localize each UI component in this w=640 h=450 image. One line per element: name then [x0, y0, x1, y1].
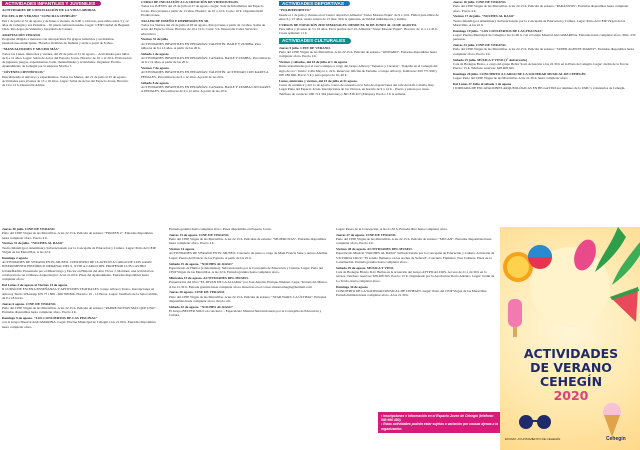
- event-title: CURSOS DE NATACIÓN 2020 SEMANALES. DESDE EL 30 DE JUNIO AL 14 DE AGOSTO.: [279, 22, 418, 27]
- event-entry: [2, 33, 132, 46]
- event-entry: [336, 247, 496, 264]
- event-details: Lugar: Patio del CEIP Virgen de las Maravillas. A las 21.30 h. hasta completar aforo.: [453, 76, 569, 81]
- event-details: Patio del CEIP Virgen de las Maravillas. A las 22.15 h. Película de estreno: "MULAN". Entradas disponibles hasta completar aforo. Precio 4 €.: [336, 237, 492, 246]
- event-title: "MANUALIDADES Y MUCHO MÁS": [2, 47, 60, 52]
- cehegin-logo: Cehegín: [606, 436, 626, 442]
- event-title: Viernes 14 agosto: [169, 247, 195, 252]
- culture-heading: ACTIVIDADES CULTURALES: [279, 38, 351, 43]
- event-entry: [2, 256, 160, 282]
- event-entry: [169, 227, 329, 231]
- event-entry: [279, 79, 442, 96]
- palm-leaf-icon: [595, 227, 626, 272]
- event-title: Jueves 30 julio. CINE DE VERANO.: [2, 227, 56, 231]
- event-details: Todos los Viernes del 24 de julio al 28 de agosto. Para jóvenes a partir de 14 años. Salón de actos del Espacio Joven. Horario: de 10 a 12 h. Coste: 5 €. Desarrolla Cabra Servicios educativos.: [141, 22, 266, 36]
- event-title: Domingo 19 julio. "LOS CONCIERTOS DE LAS PISCINAS": [453, 28, 544, 33]
- event-details: CONCIERTO DE LA SOCIEDAD MUSICAL DE CEHEGÍN. Lugar: Patio del CEIP Virgen de las Maravillas. Entrada limitada hasta completar aforo. A las 21.30 h.: [336, 288, 488, 298]
- event-entry: [453, 43, 637, 56]
- sunglasses-icon: [519, 415, 533, 429]
- event-title: Domingo 30 de agosto: [336, 284, 368, 289]
- event-title: Viernes 31 de julio. "NOCHES AL RASO": [2, 241, 65, 246]
- event-title: Sábado 29 de agosto. MÚSICA Y VINO.: [336, 265, 395, 270]
- event-entry: [279, 46, 442, 59]
- event-title: Sábado 1 de agosto: [141, 51, 169, 56]
- info-note: [378, 412, 502, 433]
- event-details: Patio del CEIP Virgen de las Maravillas. A las 22.15 h. Películas de estreno: "MUJERCITAS". Entradas disponibles hasta completar aforo. Precio 4 €.: [169, 237, 327, 246]
- event-title: Jueves 9 julio. CINE DE VERANO.: [279, 45, 331, 50]
- event-title: Jueves 16 julio. CINE DE VERANO.: [453, 0, 507, 4]
- event-details: Lugar: Piscina Municipal de Cehegín a las 21.00 h. con el Grupo Musical AGUAMARINA. Entradas hasta completar aforo. Máx. 250 personas.: [453, 33, 636, 42]
- event-entry: [141, 52, 271, 65]
- event-entry: [2, 14, 132, 31]
- info-note-line-2: • Estas actividades podrán estar sujetas a variación por causas ajenas a la organización.: [381, 422, 498, 431]
- event-title: "JÓVENES CIENTÍFICOS": [2, 70, 45, 75]
- event-entry: [453, 58, 637, 71]
- event-title: ADAPTACIÓN VERANO: [2, 32, 41, 37]
- event-entry: [453, 29, 637, 42]
- july-events-column: [453, 0, 637, 223]
- event-title: Domingo 9 de agosto. "LOS CONCIERTOS DE LAS PISCINAS": [2, 316, 98, 321]
- event-details: con el Grupo Musical AGUAMARINA. Lugar: Piscina Municipal de Cehegín a las 21.00 h. Entradas disponibles hasta completar aforo.: [2, 320, 156, 329]
- event-details: ACTIVIDADES INFANTILES EN PEDANÍAS: VALENTÍN. BAILE Y ZUMBA. Para niños/as de 6 a 12 años. A partir de las 20 h.: [141, 41, 261, 50]
- august-events-list-1: [2, 227, 160, 329]
- event-details: ACTIVIDADES DE VERANO EN EL MUSEO. Concierto de piano a cargo de Maní Francis Sanz y Arturo Abellán. Lugar: Puerta del Palacio de los Fajardo. A partir de las 22 h.: [169, 251, 328, 260]
- event-title: TALLER DE DISEÑO E IMPRESIÓN EN 3D.: [141, 18, 210, 23]
- event-title: Sábado 8 de agosto: [141, 80, 169, 85]
- event-title: Jueves 6 agosto. CINE DE VERANO.: [2, 301, 57, 306]
- event-details: Rutas teatralizadas por el casco antiguo a cargo del Grupo Alboroy "Tajuelos y Carretas". Tragedia en el Cehegín del siglo de oro". Inicio: Calle Mayor 1, 22 h. Reservas: Oficina de Turismo o Grupo Alboroy. Teléfonos: 659 771 999 y 605 186 666. Precio 5 € y para grupos de 10, 40 €.: [279, 64, 438, 77]
- august-events-column-1: [2, 227, 160, 450]
- kids-activities-heading: ACTIVIDADES INFANTILES Y JUVENILES: [2, 1, 101, 6]
- event-title: "POLIDEPORTIVO": [279, 8, 312, 13]
- event-details: Lugar: Paseo de la Concepción. A las 21.30 h. Entrada libre hasta completar aforo.: [336, 227, 448, 231]
- event-title: Viernes 7 de agosto: [141, 66, 169, 71]
- event-entry: [279, 60, 442, 77]
- sports-heading: ACTIVIDADES DEPORTIVAS: [279, 1, 350, 6]
- event-entry: [279, 8, 442, 21]
- event-details: ACTIVIDADES DE VERANO EN EL MUSEO. CONCIERTO DE CLAVECÍN A CARGO DE LUIS GRAN INSTRUMENTO HISTÓRICO ORIGINAL DEL S. XVIII A CARGO DEL PROFESOR LUIS CASTRO GUARDADO. Presentado por el Musicólogo y Doctor en Historia del Arte Víctor J. Martínez, una actividad en colaboración con el Museo Arqueológico. A las 21.00 h. Plaza del Ayuntamiento. Entradas disponibles hasta completar aforo.: [2, 260, 154, 282]
- event-details: Curso de cerámica y del 11 de agosto. Curso de acuarela en la Sala de exposiciones del café del Alfi. Cabella. Rey. Lugar Patio del Espacio Joven. Inscripciones de los Viveros, en horario de 9 a 14 h. - Precio y plazas por curso. Teléfono de contacto: 660 712 394 (Antonio) y 861 818 427 (Enrique). Precio: 3 € la semana.: [279, 82, 435, 96]
- event-title: Jueves 23 julio. CINE DE VERANO.: [453, 43, 507, 48]
- event-entry: [169, 233, 329, 246]
- popsicle-icon: [508, 299, 522, 327]
- event-entry: [2, 283, 160, 300]
- kids-activities-list: [2, 8, 132, 87]
- august-events-column-3: [336, 227, 496, 409]
- event-details: Teatro Infantil (por determinar). Subvencionado por la Concejalía de Educación y Cultura. Lugar: Patio del CEIP Virgen de las Maravillas. A las 22 h.: [2, 245, 156, 254]
- event-details: I JORNADA DE EXCAVACIONES ARQUEOLÓGICAS EN BE-GASTRI por alumnos de la UMU y voluntarios de Cehegín.: [453, 86, 626, 91]
- event-details: Patio del CEIP Virgen de las Maravillas. A las 22.15 h. Película de estreno: "FROZEN 2". Entradas disponibles hasta completar aforo. Precio 4 €.: [2, 231, 153, 240]
- event-details: Para niños y jóvenes de 3 a 16 años. En la piscina de C.D. Almarial "Javier Moreno Espín". Horario: de 11 a 11.45 h. Cuota semanal: 11 €.: [279, 27, 438, 36]
- event-entry: [2, 302, 160, 315]
- event-entry: [2, 227, 160, 240]
- cover-year: 2020: [553, 388, 589, 403]
- event-entry: [169, 276, 329, 289]
- event-details: Todos los JUEVES del 23 de julio al 27 de agosto. Lugar: Sala de Informática del Espacio Joven. Para jóvenes a partir de 13 años. Horario: de 10 a 12 h. Coste: 10 €. Organiza Indil Producciones.: [141, 4, 264, 17]
- event-entry: [141, 66, 271, 79]
- event-entry: [453, 72, 637, 81]
- event-details: Espectáculo Musical "NOCHES AL RASO" Subvencionado por la Concejalía de Educación y Cultura. Actuación de VICTORIA CRUZ: "El sonido flamenco en las noches de Sefarad". Concierto Flamenco Tres Culturas. Plaza de la Constitución. Entrada gratuita hasta completar aforo.: [336, 251, 495, 265]
- info-note-line-1: • Inscripciones e información en el Espacio Joven de Cehegín (teléfono: 968 950 430).: [381, 414, 494, 423]
- sports-list: [279, 8, 442, 35]
- kids-activities-column: [2, 0, 132, 223]
- top-half: [0, 0, 640, 223]
- event-entry: [336, 233, 496, 246]
- event-title: Viernes 28 de agosto. ACTIVIDADES DEL MUSEO.: [336, 247, 413, 252]
- event-details: ACTIVIDADES INFANTILES EN PEDANÍAS: VALENTÍN. ACTIVIDAD CON KARTS A PEDALES. Para niños/as de 6 a 12 años. A partir de las 20 h.: [141, 70, 269, 79]
- event-title: Del Lunes 27 Julio al sábado 1 de agosto: [453, 82, 512, 87]
- event-entry: [141, 19, 271, 36]
- event-entry: [141, 37, 271, 50]
- event-title: Sábado 25 julio. MÚSICA Y VINO (1º Aniversario): [453, 57, 528, 62]
- event-entry: [279, 23, 442, 36]
- event-title: Del Lunes 3 de agosto al Viernes 14 de agosto: [2, 283, 68, 288]
- event-details: Cata de Bodegas Bravo, a cargo del grupo Bellor Soul. Actuación a las 22.30 h en la Plaza de Cehegín. Lugar: Jardín de la Tercia. Precio: 15 €. Teléfono reservas: 628 408 565.: [453, 61, 629, 71]
- event-entry: [2, 241, 160, 254]
- event-title: Viernes 17 de julio. "NOCHES AL RASO": [453, 14, 516, 19]
- town-hall-credit: EXCMO. AYUNTAMIENTO DE CEHEGÍN: [505, 437, 561, 441]
- event-entry: [453, 82, 637, 91]
- event-entry: [141, 81, 271, 94]
- workshops-column: [141, 0, 271, 223]
- event-details: Patio del CEIP Virgen de las Maravillas. A las 22.15 h. Película de estreno: "STAR WARS. LA ÚLTIMA". Entradas disponibles hasta completar aforo. Precio 4 €.: [169, 294, 327, 303]
- event-entry: [453, 0, 637, 13]
- event-title: Domingo 2 agosto: [2, 255, 28, 260]
- event-details: Patio del CEIP Virgen de las Maravillas. A las 22.15 h. Película de estreno: "SUPER AGENTE MAKEY". Entradas disponibles hasta completar aforo. Precio 4 €.: [453, 47, 634, 56]
- event-details: Desde el 1 de julio y viernes en el Centro deportivo Almarial "Javier Moreno Espín" de 9 a 14 h. Fútbol para niños de entre 6 y 15 años, cuatro turnos de 15 días: 30 € la quincena. Actividad multideporte y zumba.: [279, 12, 439, 21]
- event-details: ACTIVIDADES INFANTILES EN PEDANÍAS: CANARA. BAILE Y ZUMBA. Para niños/as de 6 a 12 años. A partir de las 20 h.: [141, 56, 271, 65]
- event-entry: [453, 14, 637, 27]
- event-title: ACTIVIDADES DE CONCILIACIÓN DE LA VIDA LABORAL: [2, 8, 97, 13]
- cover-title: [510, 347, 632, 403]
- event-entry: [169, 290, 329, 303]
- event-details: Entrada gratuita hasta completar aforo. Pases disponibles en Espacio Joven.: [169, 227, 272, 231]
- event-entry: [169, 305, 329, 318]
- august-events-list-2: [169, 227, 329, 318]
- event-details: Patio del CEIP Virgen de las Maravillas. A las 22.15 h. Película de estreno: "PADRE NO HAY MÁS QUE UNO". Entradas disponibles hasta completar aforo. Precio 4 €.: [2, 306, 157, 315]
- august-events-column-2: [169, 227, 329, 450]
- event-details: El Grupo BELTER SOUL en concierto. - Espectáculo Musical Subvencionado por la Concejalía de Educación y Cultura.: [169, 309, 322, 318]
- event-title: Sábado 22 de agosto. "NOCHES AL RASO": [169, 304, 234, 309]
- event-entry: [2, 70, 132, 87]
- event-entry: [336, 285, 496, 298]
- july-events-list: [453, 0, 637, 91]
- cover-title-line-3: CEHEGÍN: [539, 374, 603, 389]
- event-title: Lunes, miércoles y viernes, del 15 de julio al 31 agosto.: [279, 78, 358, 83]
- event-entry: [336, 266, 496, 283]
- event-details: ACTIVIDADES INFANTILES EN PEDANÍAS: CANARA. BAILE Y ZUMBA CON KARTS A PEDALES. Para niños/as de 6 a 12 años. A partir de las 20 h.: [141, 84, 271, 94]
- event-entry: [336, 227, 496, 231]
- cover-title-line-2: DE VERANO: [530, 360, 612, 375]
- sports-culture-column: [279, 0, 442, 223]
- event-title: Jueves 27 de agosto. CINE DE VERANO.: [336, 232, 397, 237]
- event-entry: [169, 247, 329, 260]
- event-title: Viernes y sábados, del 10 de julio al 1 de agosto: [279, 59, 348, 64]
- culture-list: [279, 46, 442, 96]
- event-details: Cata de Bodegas Bravío D.O. Bullas en la actuación del Grupo ATYPICAL DOS. Acceso de 21 a 22.30 h en la terraza. Teléfono reservas: 628 408 565. Precio: 15 €. Organizado por la Asociación Tierra Adentro. Lugar: Jardín de La Tercia, hasta completar aforo.: [336, 270, 495, 283]
- event-details: Descubriendo el universo y experimentos. Todos los Martes, del 21 de julio al 25 de agosto. Actividades para jóvenes de 13 a 16 años. Lugar: Salón de Actos del Espacio Joven. Horario: de 10 a 12 h. Desarrolla Admor.: [2, 74, 129, 88]
- event-entry: [141, 0, 271, 17]
- event-details: Presentación del libro "EL DIVAN DE LA ALJAMA" por José Antonio Enrique Jiménez. Lugar: Terraza del Museo. A las 21.30 h. Entrada gratuita hasta completar aforo. Reservas en el correo museocehegin@hotmail.com: [169, 280, 328, 289]
- event-title: Viernes 31 de julio: [141, 37, 168, 42]
- workshops-list: [141, 0, 271, 93]
- event-title: Jueves 13 de agosto. CINE DE VERANO.: [169, 232, 230, 237]
- event-details: Patio del CEIP Virgen de las Maravillas. A las 22.15 h. Película de estreno: "ONWARD". Entradas disponibles hasta completar aforo. Precio 4 €.: [279, 49, 437, 59]
- event-entry: [169, 262, 329, 275]
- event-entry: [2, 8, 132, 12]
- event-entry: [2, 47, 132, 68]
- event-details: Del 1 de julio al 31 de agosto y de lunes a viernes, de 9.00 a 14 horas, para niños entre 3 y 12 años de Cehegín y sus Pedanías. - 45 plazas subvencionadas. Lugar: CEIP Ciudad de Begastri, CRA. Río Argos de Valentín y Guardería de Canara.: [2, 18, 131, 32]
- event-title: Miércoles 19 de agosto. ACTIVIDADES DEL MUSEO.: [169, 275, 249, 280]
- event-details: Teatro Infantil (por determinar). Subvencionado por la Concejalía de Educación y Cultura. Lugar: Patio del CEIP Virgen de las Maravillas. A las 22 h.: [453, 18, 626, 27]
- event-title: Jueves 20 agosto. CINE DE VERANO.: [169, 290, 225, 295]
- cover-illustration: [500, 227, 640, 450]
- cover-title-line-1: ACTIVIDADES: [523, 346, 619, 361]
- event-details: Patio del CEIP Virgen de las Maravillas. A las 22.15 h. Película de estreno: "PARÁSITOS". Entradas disponibles hasta completar aforo. Precio 4 €.: [453, 4, 629, 13]
- event-details: II CURSO DE ESCENA ENSEÑANZA Y APTITUDES TEATRALES. Grupo Alboroy Teatro. Inscripciones en Alboroy Teatro Whatsapp 679 771 869 - 666 598 866. Horario: 10 - 13 Horas. Lugar: Vestíbulo de la Sala Cabildo, de 9 a 18 horas.: [2, 287, 158, 300]
- event-details: Todos los Lunes, miércoles y viernes, del 29 de julio al 31 de agosto. - Actividades para niños de 6 a 12 años. Lugar: Salón de Actos del Espacio Joven. Horario: de 10 a 11.30 h. Elaboración de juguetes, juegos, experimentos, baile, manualidades y actividades. Organiza: Excmo. Ayuntamiento de Cehegín por la empresa Motiva 7.: [2, 51, 132, 69]
- august-events-list-3: [336, 227, 496, 297]
- event-title: CURSO DE INICIACIÓN A LA CREACIÓN DE VIDEOJUEGOS.: [141, 0, 239, 4]
- event-title: Sábado 15 de agosto. "NOCHES AL RASO": [169, 261, 234, 266]
- event-title: ESCUELA DE VERANO "CONCILIA CEHEGÍN": [2, 14, 78, 19]
- event-entry: [2, 316, 160, 329]
- event-title: Domingo 26 julio. CONCIERTO A CARGO DE LA SOCIEDAD MUSICAL DE CEHEGÍN.: [453, 71, 587, 76]
- event-details: Espectáculo de Humor (a determinar). Subvencionado por la Concejalía de Educación y Cultura. Lugar: Patio del CEIP Virgen de las Maravillas. A las 22 h. Entrada gratuita hasta completar aforo.: [169, 265, 323, 275]
- cover-panel: [500, 227, 640, 450]
- event-details: Programa dirigido a menores con discapacidad. En grupos reducidos y en distintas instalaciones municipales. Horarios flexibles de mañana y tarde a partir de 6 años.: [2, 37, 114, 46]
